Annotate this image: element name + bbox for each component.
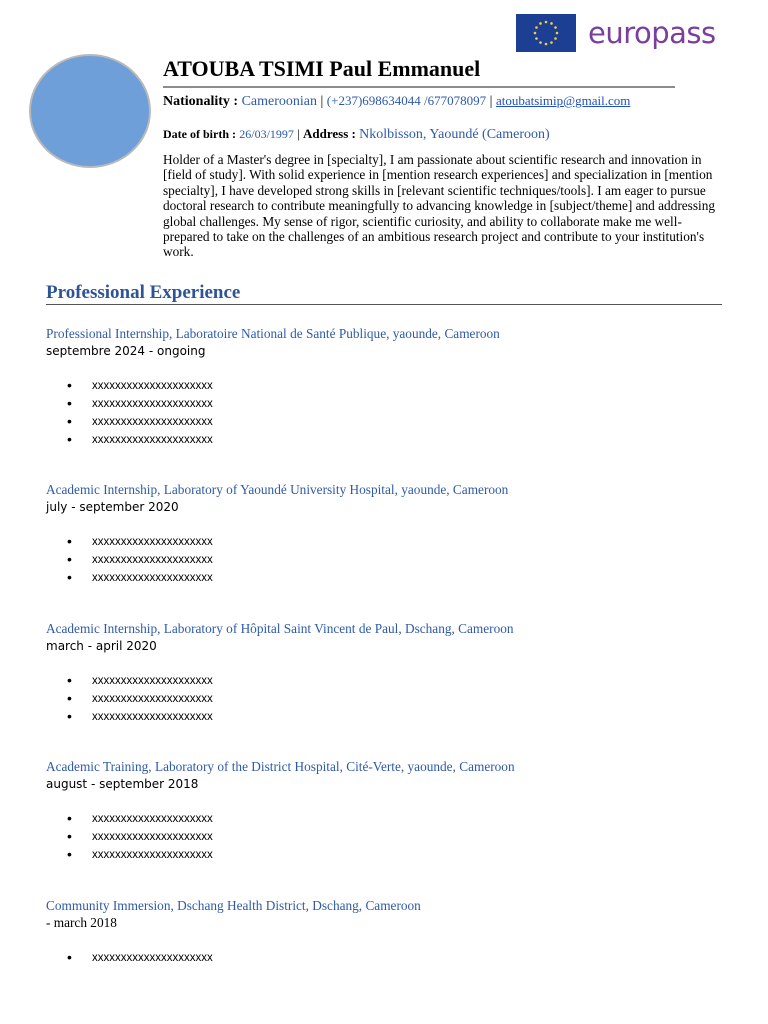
- experience-title: Community Immersion, Dschang Health District, Dschang, Cameroon: [46, 898, 421, 913]
- dob-value: 26/03/1997: [239, 127, 294, 141]
- experience-task-list: [46, 672, 726, 726]
- eu-star-icon: [556, 32, 559, 35]
- experience-entry: [46, 325, 726, 449]
- list-item: • xxxxxxxxxxxxxxxxxxxxx: [46, 569, 726, 587]
- list-item: • xxxxxxxxxxxxxxxxxxxxx: [46, 431, 726, 449]
- address-label: Address :: [303, 126, 356, 141]
- list-item: • xxxxxxxxxxxxxxxxxxxxx: [46, 413, 726, 431]
- experience-task-list: [46, 533, 726, 587]
- eu-star-icon: [554, 26, 557, 29]
- eu-star-icon: [535, 26, 538, 29]
- list-item: • xxxxxxxxxxxxxxxxxxxxx: [46, 377, 726, 395]
- list-item: • xxxxxxxxxxxxxxxxxxxxx: [46, 672, 726, 690]
- eu-star-icon: [539, 41, 542, 44]
- eu-stars-icon: [516, 14, 576, 52]
- experience-task-list: [46, 949, 726, 967]
- eu-star-icon: [535, 37, 538, 40]
- personal-details-line: [163, 125, 550, 144]
- candidate-name: ATOUBA TSIMI Paul Emmanuel: [163, 56, 481, 81]
- name-divider: [163, 86, 675, 88]
- eu-star-icon: [534, 32, 537, 35]
- section-divider: [46, 304, 722, 305]
- experience-entry: [46, 758, 726, 864]
- experience-date: septembre 2024 - ongoing: [46, 344, 206, 358]
- experience-date: march - april 2020: [46, 639, 157, 653]
- section-title-professional-experience: Professional Experience: [46, 282, 241, 303]
- nationality-value: Cameroonian: [241, 94, 317, 109]
- list-item: • xxxxxxxxxxxxxxxxxxxxx: [46, 533, 726, 551]
- eu-star-icon: [554, 37, 557, 40]
- experience-entry: [46, 481, 726, 587]
- eu-star-icon: [550, 22, 553, 25]
- dob-label: Date of birth :: [163, 127, 236, 141]
- phone-value: (+237)698634044 /677078097: [326, 93, 487, 108]
- list-item: • xxxxxxxxxxxxxxxxxxxxx: [46, 395, 726, 413]
- separator: |: [489, 94, 493, 109]
- eu-star-icon: [545, 43, 548, 46]
- experience-title: Academic Internship, Laboratory of Hôpital Saint Vincent de Paul, Dschang, Cameroon: [46, 621, 514, 636]
- list-item: • xxxxxxxxxxxxxxxxxxxxx: [46, 846, 726, 864]
- contact-line: [163, 92, 630, 111]
- separator: |: [320, 94, 324, 109]
- europass-logo: [516, 13, 724, 53]
- experience-title: Academic Training, Laboratory of the District Hospital, Cité-Verte, yaounde, Cameroon: [46, 759, 515, 774]
- eu-star-icon: [539, 22, 542, 25]
- nationality-label: Nationality :: [163, 94, 239, 109]
- list-item: • xxxxxxxxxxxxxxxxxxxxx: [46, 708, 726, 726]
- list-item: • xxxxxxxxxxxxxxxxxxxxx: [46, 690, 726, 708]
- address-value: Nkolbisson, Yaoundé (Cameroon): [359, 127, 550, 142]
- email-link[interactable]: atoubatsimip@gmail.com: [495, 93, 631, 108]
- experience-date: july - september 2020: [46, 500, 179, 514]
- experience-task-list: [46, 377, 726, 449]
- experience-title: Professional Internship, Laboratoire National de Santé Publique, yaounde, Cameroon: [46, 326, 500, 341]
- experience-task-list: [46, 810, 726, 864]
- list-item: • xxxxxxxxxxxxxxxxxxxxx: [46, 551, 726, 569]
- separator: |: [297, 126, 300, 141]
- eu-star-icon: [545, 21, 548, 24]
- list-item: • xxxxxxxxxxxxxxxxxxxxx: [46, 828, 726, 846]
- experience-entry: [46, 897, 726, 967]
- experience-date: - march 2018: [46, 915, 117, 930]
- list-item: • xxxxxxxxxxxxxxxxxxxxx: [46, 810, 726, 828]
- profile-photo-placeholder: [29, 54, 151, 168]
- experience-date: august - september 2018: [46, 777, 199, 791]
- eu-flag-icon: [516, 14, 576, 52]
- profile-summary: Holder of a Master's degree in [specialty], I am passionate about scientific research and innovation in [field of study]. With solid experience in [mention research experiences] and specialization in [mention specialty], I have developed strong skills in [relevant scientific techniques/tools]. I am eager to pursue doctoral research to contribute meaningfully to advancing knowledge in [subject/theme] and addressing global challenges. My sense of rigor, scientific curiosity, and ability to collaborate make me well-prepared to take on the challenges of an ambitious research project and contribute to your institution's work.: [163, 152, 716, 260]
- europass-wordmark: europass: [588, 16, 716, 50]
- experience-title: Academic Internship, Laboratory of Yaoundé University Hospital, yaounde, Cameroon: [46, 482, 509, 497]
- list-item: • xxxxxxxxxxxxxxxxxxxxx: [46, 949, 726, 967]
- eu-star-icon: [550, 41, 553, 44]
- experience-entry: [46, 620, 726, 726]
